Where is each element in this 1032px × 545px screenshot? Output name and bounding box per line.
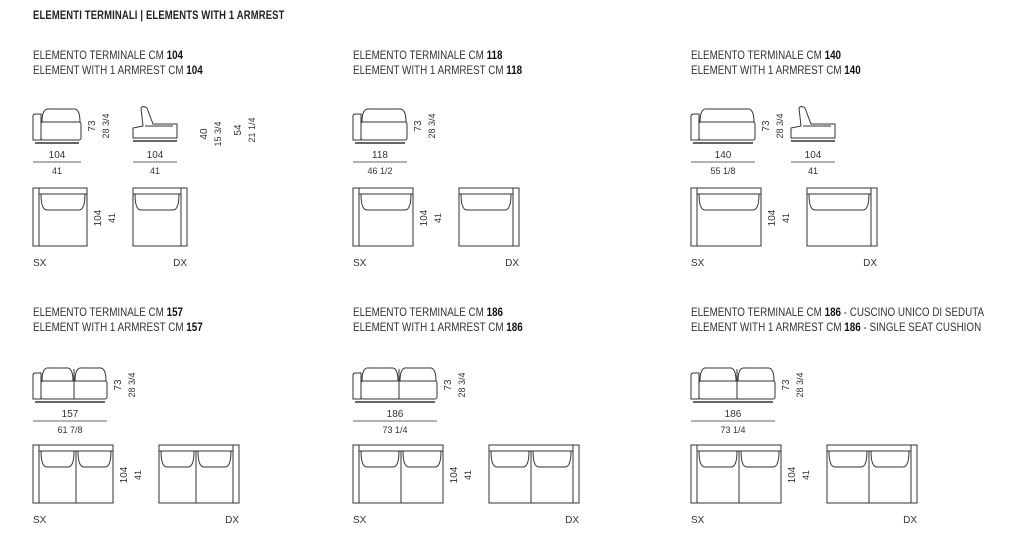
label-sx: SX — [691, 515, 705, 526]
heading-size: 157 — [166, 305, 184, 319]
height-cm-label: 104 — [93, 209, 104, 227]
height-in-label: 28 3/4 — [127, 372, 137, 398]
label-dx: DX — [505, 258, 519, 269]
width-cm-label: 118 — [372, 150, 388, 161]
height-in-label: 41 — [107, 212, 117, 224]
height-in-label: 28 3/4 — [795, 372, 805, 398]
width-in-label: 73 1/4 — [382, 425, 408, 435]
technical-drawing — [353, 48, 683, 288]
height-cm-label: 104 — [419, 209, 430, 227]
element-block — [691, 305, 1021, 545]
heading-size: 118 — [486, 48, 503, 62]
heading-prefix: ELEMENT WITH 1 ARMREST CM — [33, 63, 187, 77]
element-block — [33, 48, 363, 288]
front-view-drawing — [33, 368, 107, 402]
heading-prefix: ELEMENTO TERMINALE CM — [691, 48, 825, 62]
plan-view-dx — [133, 188, 187, 246]
heading-prefix: ELEMENT WITH 1 ARMREST CM — [33, 320, 187, 334]
width-in-label: 55 1/8 — [710, 166, 736, 176]
plan-view-dx — [489, 445, 579, 503]
plan-view-sx — [691, 445, 781, 503]
height-cm-label: 73 — [443, 379, 454, 391]
height-cm-label: 73 — [87, 120, 98, 132]
element-block — [353, 305, 683, 545]
height-cm-label: 104 — [449, 466, 460, 484]
plan-view-sx — [691, 188, 761, 246]
width-in-label: 41 — [51, 166, 63, 176]
front-view-drawing — [691, 368, 775, 402]
height-in-label: 28 3/4 — [457, 372, 467, 398]
height-cm-label: 73 — [413, 120, 424, 132]
technical-drawing — [691, 48, 1021, 288]
technical-drawing — [691, 305, 1021, 545]
width-in-label: 73 1/4 — [720, 425, 746, 435]
heading-prefix: ELEMENTO TERMINALE CM — [691, 305, 825, 319]
heading-prefix: ELEMENT WITH 1 ARMREST CM — [691, 63, 845, 77]
label-dx: DX — [225, 515, 239, 526]
label-dx: DX — [565, 515, 579, 526]
heading-size: 186 — [824, 305, 842, 319]
plan-view-sx — [33, 188, 87, 246]
label-sx: SX — [33, 258, 47, 269]
heading-size: 104 — [186, 63, 203, 77]
height-cm-label: 104 — [767, 209, 778, 227]
side-cm-label: 104 — [146, 150, 164, 161]
height-in-label: 41 — [463, 469, 473, 481]
height-in-label: 21 1/4 — [247, 117, 257, 143]
height-in-label: 41 — [781, 212, 791, 224]
plan-view-sx — [353, 445, 443, 503]
height-in-label: 41 — [433, 212, 443, 224]
width-cm-label: 157 — [61, 409, 79, 420]
side-view-drawing — [133, 107, 177, 142]
plan-view-dx — [827, 445, 917, 503]
technical-drawing — [33, 305, 363, 545]
heading-size: 186 — [486, 305, 504, 319]
label-sx: SX — [353, 258, 367, 269]
width-in-label: 46 1/2 — [367, 166, 393, 176]
heading-size: 118 — [506, 63, 523, 77]
element-block — [33, 305, 363, 545]
page-title: ELEMENTI TERMINALI | ELEMENTS WITH 1 ARMREST — [33, 10, 285, 22]
width-cm-label: 186 — [386, 409, 404, 420]
heading-prefix: ELEMENTO TERMINALE CM — [33, 48, 167, 62]
width-in-label: 61 7/8 — [57, 425, 83, 435]
heading-size: 140 — [844, 63, 861, 77]
heading-prefix: ELEMENT WITH 1 ARMREST CM — [691, 320, 845, 334]
heading-size: 186 — [844, 320, 861, 334]
front-view-drawing — [33, 109, 81, 143]
front-view-drawing — [353, 109, 407, 143]
label-dx: DX — [903, 515, 917, 526]
heading-suffix: - SINGLE SEAT CUSHION — [860, 320, 982, 334]
heading-prefix: ELEMENT WITH 1 ARMREST CM — [353, 63, 507, 77]
height-in-label: 28 3/4 — [101, 113, 111, 139]
height-cm-label: 104 — [119, 466, 130, 484]
plan-view-sx — [353, 188, 413, 246]
plan-view-dx — [459, 188, 519, 246]
side-in-label: 41 — [807, 166, 819, 176]
heading-size: 140 — [824, 48, 842, 62]
heading-size: 186 — [506, 320, 523, 334]
height-in-label: 15 3/4 — [213, 121, 223, 147]
front-view-drawing — [691, 109, 755, 143]
width-cm-label: 186 — [724, 409, 742, 420]
height-in-label: 28 3/4 — [775, 113, 785, 139]
height-cm-label: 104 — [787, 466, 798, 484]
plan-view-sx — [33, 445, 113, 503]
heading-size: 104 — [166, 48, 184, 62]
heading-prefix: ELEMENTO TERMINALE CM — [353, 305, 487, 319]
element-block — [353, 48, 683, 288]
plan-view-dx — [807, 188, 877, 246]
technical-drawing — [33, 48, 363, 288]
side-in-label: 41 — [149, 166, 161, 176]
heading-prefix: ELEMENT WITH 1 ARMREST CM — [353, 320, 507, 334]
heading-size: 157 — [186, 320, 203, 334]
heading-suffix: - CUSCINO UNICO DI SEDUTA — [841, 305, 985, 319]
label-dx: DX — [173, 258, 187, 269]
label-sx: SX — [33, 515, 47, 526]
side-cm-label: 104 — [804, 150, 822, 161]
height-in-label: 28 3/4 — [427, 113, 437, 139]
height-cm-label: 73 — [781, 379, 792, 391]
height-cm-label: 40 — [199, 128, 210, 140]
plan-view-dx — [159, 445, 239, 503]
label-sx: SX — [353, 515, 367, 526]
height-in-label: 41 — [133, 469, 143, 481]
height-cm-label: 73 — [113, 379, 124, 391]
height-cm-label: 54 — [233, 124, 244, 136]
side-view-drawing — [791, 107, 835, 142]
label-sx: SX — [691, 258, 705, 269]
heading-prefix: ELEMENTO TERMINALE CM — [33, 305, 167, 319]
element-block — [691, 48, 1021, 288]
front-view-drawing — [353, 368, 437, 402]
height-in-label: 41 — [801, 469, 811, 481]
technical-drawing — [353, 305, 683, 545]
height-cm-label: 73 — [761, 120, 772, 132]
heading-prefix: ELEMENTO TERMINALE CM — [353, 48, 487, 62]
label-dx: DX — [863, 258, 877, 269]
width-cm-label: 140 — [714, 150, 732, 161]
width-cm-label: 104 — [48, 150, 66, 161]
